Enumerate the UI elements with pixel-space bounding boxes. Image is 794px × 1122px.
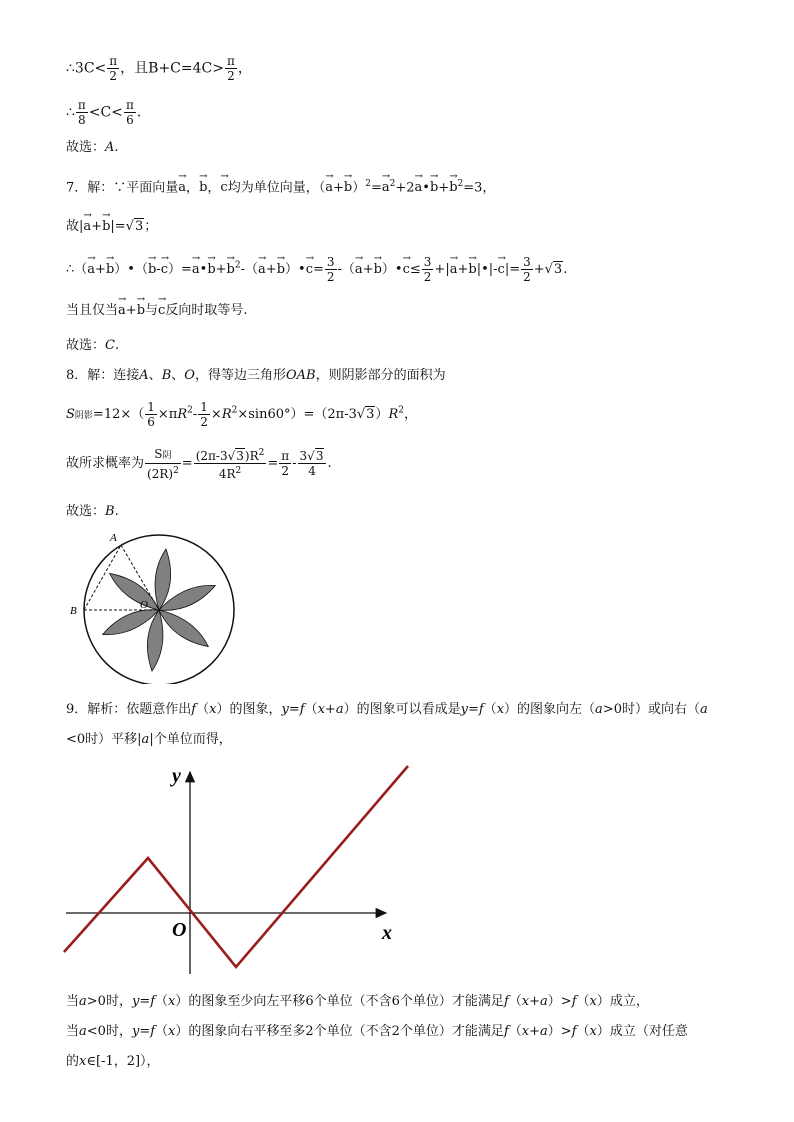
- q8-line-1: 8．解：连接A、B、O，得等边三角形OAB，则阴影部分的面积为: [66, 368, 446, 383]
- graph-line: [64, 766, 408, 967]
- q9-line-2: <0时）平移|a|个单位而得，: [66, 732, 232, 747]
- answer-q8: 故选：B.: [66, 504, 119, 519]
- label-x: x: [382, 922, 392, 944]
- answer-q7: 故选：C.: [66, 338, 120, 353]
- q7-line-3: ∴（→ a+→ b）•（→ b-→ c）=→ a•→ $b+\to b^2-(\to a+\to$ b）•→ c= $\frac{3}{2}$ -（→ a+→ b）•→ c≤ $\frac{3}{2}$ +|→ a+→ b|•|-→ c|= $\frac{3}{2}$ +√3.: [66, 255, 567, 284]
- label-y: y: [172, 765, 181, 787]
- label-b: B: [70, 605, 77, 617]
- q7-line-4: 当且仅当→ a+→ b与→ c反向时取等号.: [66, 302, 247, 320]
- q9-line-3: 当a>0时，y=f（x）的图象至少向左平移6个单位（不含6个单位）才能满足f（x+a）>f（x）成立，: [66, 994, 649, 1009]
- label-origin: O: [172, 919, 187, 941]
- label-a: A: [110, 532, 117, 544]
- q7-line-2: 故|→ a+→ b|=√3；: [66, 218, 157, 236]
- function-graph-figure: [62, 760, 412, 980]
- petal-circle-figure: [64, 526, 244, 684]
- q7-line-1: 7．解：∵平面向量→ a，→ b，→ c均为单位向量，（→ $a+\to b)^2=\to a^2+2\to$ a•→ $b+\to b^2=3$，: [66, 175, 495, 197]
- q8-line-3: 故所求概率为 $\frac{\text{S阴}}{(2R)^2}$ = $\frac{(2\pi-3√3)R^2}{4R^2}$ = $\frac{\pi}{2}$ - $\frac{3√3}{4}$ .: [66, 446, 332, 481]
- q9-line-4: 当a<0时，y=f（x）的图象向右平移至多2个单位（不含2个单位）才能满足f（x+a）>f（x）成立（对任意: [66, 1024, 688, 1039]
- answer-q6: 故选：A.: [66, 140, 119, 155]
- q9-line-5: 的x∈[-1，2]），: [66, 1054, 160, 1069]
- label-o: O: [140, 599, 148, 611]
- q9-line-1: 9．解析：依题意作出f（x）的图象，y=f（x+a）的图象可以看成是y=f（x）的图象向左（a>0时）或向右（a: [66, 702, 708, 717]
- solution-line-1: ∴3C< $\frac{\pi}{2}$ ，且B+C=4C> $\frac{\pi}{2}$ ，: [66, 54, 252, 83]
- q8-line-2: S阴影=12×（ $\frac{1}{6}$ $\times\pi R^2-$ $\frac{1}{2}$ $\times R^2\times\sin 60^\circ)=(2\pi-3√3)R^2$，: [66, 400, 417, 429]
- solution-line-2: ∴ $\frac{\pi}{8}$ <C< $\frac{\pi}{6}$ .: [66, 98, 142, 127]
